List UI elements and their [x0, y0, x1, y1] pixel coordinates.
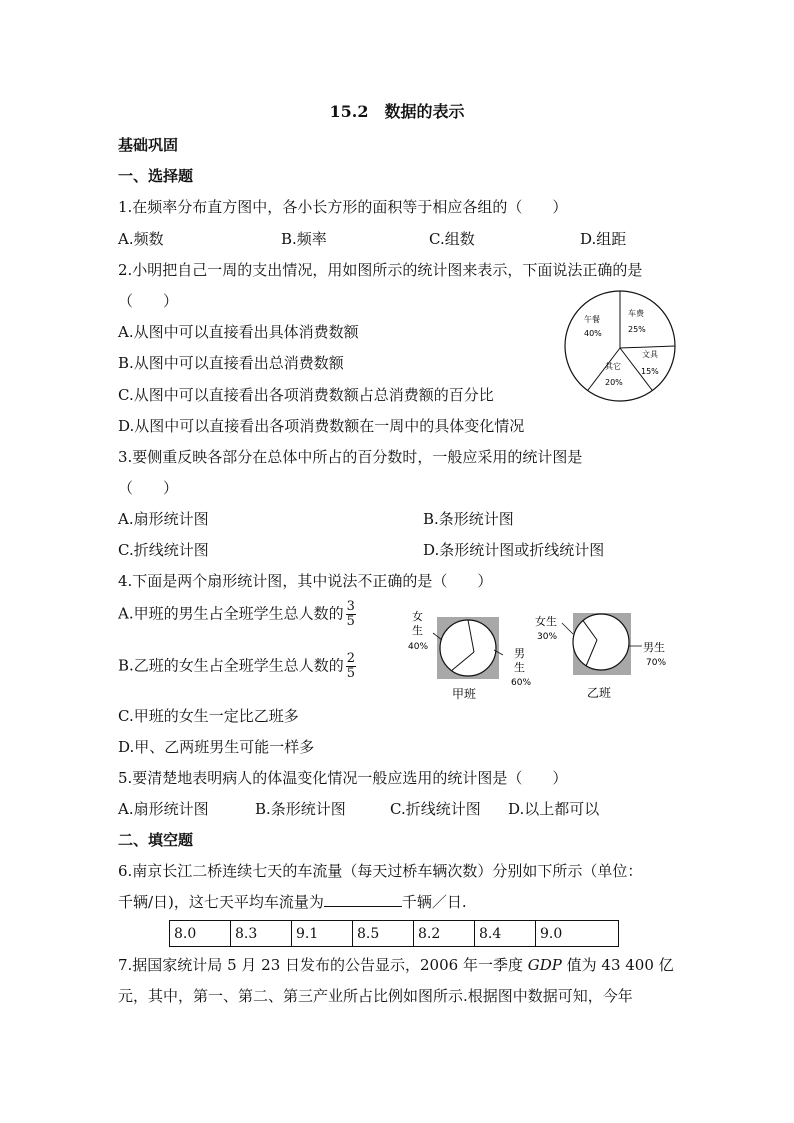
q4-option-d: D.甲、乙两班男生可能一样多 — [118, 738, 315, 756]
pie-label-lunch-name: 午餐 — [584, 315, 600, 324]
pie3-label-girls-value: 30% — [537, 632, 558, 642]
pie-chart-class-jia — [400, 604, 550, 706]
q2-option-b: B.从图中可以直接看出总消费数额 — [118, 354, 344, 372]
pie2-label-girls-value: 40% — [408, 642, 429, 652]
table-cell: 8.3 — [231, 921, 292, 947]
q4-option-a — [118, 600, 356, 629]
pie-chart-class-yi — [533, 604, 673, 706]
pie-outline — [440, 620, 496, 676]
part-heading-choice: 一、选择题 — [118, 167, 194, 185]
fraction-three-fifths — [346, 600, 356, 629]
q3-stem: 3.要侧重反映各部分在总体中所占的百分数时，一般应采用的统计图是 — [118, 448, 583, 466]
q7-line2: 元，其中，第一、第二、第三产业所占比例如图所示.根据图中数据可知，今年 — [118, 987, 633, 1005]
pie3-title: 乙班 — [587, 686, 612, 700]
page-title: 15.2 数据的表示 — [329, 102, 465, 121]
answer-blank[interactable] — [324, 892, 402, 907]
pie-label-stationery-value: 15% — [641, 367, 659, 376]
pie-label-lunch-value: 40% — [584, 329, 602, 338]
pie-label-other-name: 其它 — [605, 362, 621, 371]
fraction-two-fifths — [346, 652, 356, 681]
pie2-label-girls-1: 女 — [412, 610, 423, 623]
leader-line-girls — [562, 623, 573, 634]
q7-line1-text-b: 值为 43 400 亿 — [566, 956, 674, 974]
pie-chart-expenses — [560, 288, 690, 408]
q1-stem: 1.在频率分布直方图中，各小长方形的面积等于相应各组的（ ） — [118, 198, 568, 216]
q6-line2-text-b: 千辆／日. — [401, 893, 467, 911]
q2-option-c: C.从图中可以直接看出各项消费数额占总消费额的百分比 — [118, 386, 494, 404]
q4-option-a-text: A.甲班的男生占全班学生总人数的 — [118, 604, 344, 623]
q5-option-a: A.扇形统计图 — [118, 800, 209, 818]
q6-line2 — [118, 891, 467, 912]
q5-option-d: D.以上都可以 — [508, 800, 600, 818]
table-row — [170, 921, 619, 947]
table-cell: 8.4 — [475, 921, 536, 947]
pie2-title: 甲班 — [452, 687, 477, 701]
q4-option-b-text: B.乙班的女生占全班学生总人数的 — [118, 656, 344, 675]
q4-option-b — [118, 652, 356, 681]
fraction-numerator: 3 — [346, 599, 355, 614]
pie3-label-boys-value: 70% — [646, 658, 667, 668]
pie-label-fare-value: 25% — [628, 325, 646, 334]
pie2-label-boys-2: 生 — [514, 661, 525, 674]
q3-option-c: C.折线统计图 — [118, 541, 209, 559]
q3-option-d: D.条形统计图或折线统计图 — [423, 541, 605, 559]
fraction-denominator: 5 — [346, 614, 355, 629]
pie-outline — [573, 614, 629, 670]
q3-option-a: A.扇形统计图 — [118, 510, 209, 528]
q1-option-b: B.频率 — [281, 230, 327, 248]
table-cell: 8.0 — [170, 921, 231, 947]
q6-line1: 6.南京长江二桥连续七天的车流量（每天过桥车辆次数）分别如下所示（单位： — [118, 862, 643, 880]
q7-line1 — [118, 954, 674, 975]
q4-option-c: C.甲班的女生一定比乙班多 — [118, 707, 299, 725]
table-cell: 8.2 — [414, 921, 475, 947]
q1-option-a: A.频数 — [118, 230, 164, 248]
q3-paren: （ ） — [118, 479, 179, 497]
q4-stem: 4.下面是两个扇形统计图，其中说法不正确的是（ ） — [118, 572, 493, 590]
q1-option-c: C.组数 — [429, 230, 475, 248]
fraction-denominator: 5 — [346, 666, 356, 681]
pie2-label-girls-2: 生 — [412, 624, 423, 637]
q5-option-b: B.条形统计图 — [255, 800, 346, 818]
section-heading-basic: 基础巩固 — [118, 136, 179, 154]
q2-option-d: D.从图中可以直接看出各项消费数额在一周中的具体变化情况 — [118, 417, 525, 435]
table-cell: 8.5 — [353, 921, 414, 947]
pie3-label-girls-name: 女生 — [535, 615, 557, 628]
pie2-label-boys-value: 60% — [511, 678, 532, 688]
table-cell: 9.1 — [292, 921, 353, 947]
traffic-flow-table — [169, 920, 619, 947]
pie2-label-boys-1: 男 — [514, 647, 525, 660]
q1-option-d: D.组距 — [580, 230, 627, 248]
fraction-numerator: 2 — [346, 651, 356, 666]
pie-label-stationery-name: 文具 — [642, 350, 658, 359]
q2-option-a: A.从图中可以直接看出具体消费数额 — [118, 323, 359, 341]
q7-line1-text-a: 7.据国家统计局 5 月 23 日发布的公告显示，2006 年一季度 — [118, 956, 523, 974]
q2-paren: （ ） — [118, 292, 179, 310]
q2-stem: 2.小明把自己一周的支出情况，用如图所示的统计图来表示，下面说法正确的是 — [118, 261, 643, 279]
q6-line2-text-a: 千辆/日)，这七天平均车流量为 — [118, 893, 324, 911]
pie3-label-boys-name: 男生 — [643, 641, 665, 654]
q5-option-c: C.折线统计图 — [390, 800, 481, 818]
q7-gdp: GDP — [527, 956, 562, 974]
table-cell: 9.0 — [536, 921, 619, 947]
q5-stem: 5.要清楚地表明病人的体温变化情况一般应选用的统计图是（ ） — [118, 769, 568, 787]
part-heading-fill-blank: 二、填空题 — [118, 831, 194, 849]
pie-label-other-value: 20% — [605, 378, 623, 387]
pie-label-fare-name: 车费 — [628, 309, 644, 318]
q3-option-b: B.条形统计图 — [423, 510, 514, 528]
